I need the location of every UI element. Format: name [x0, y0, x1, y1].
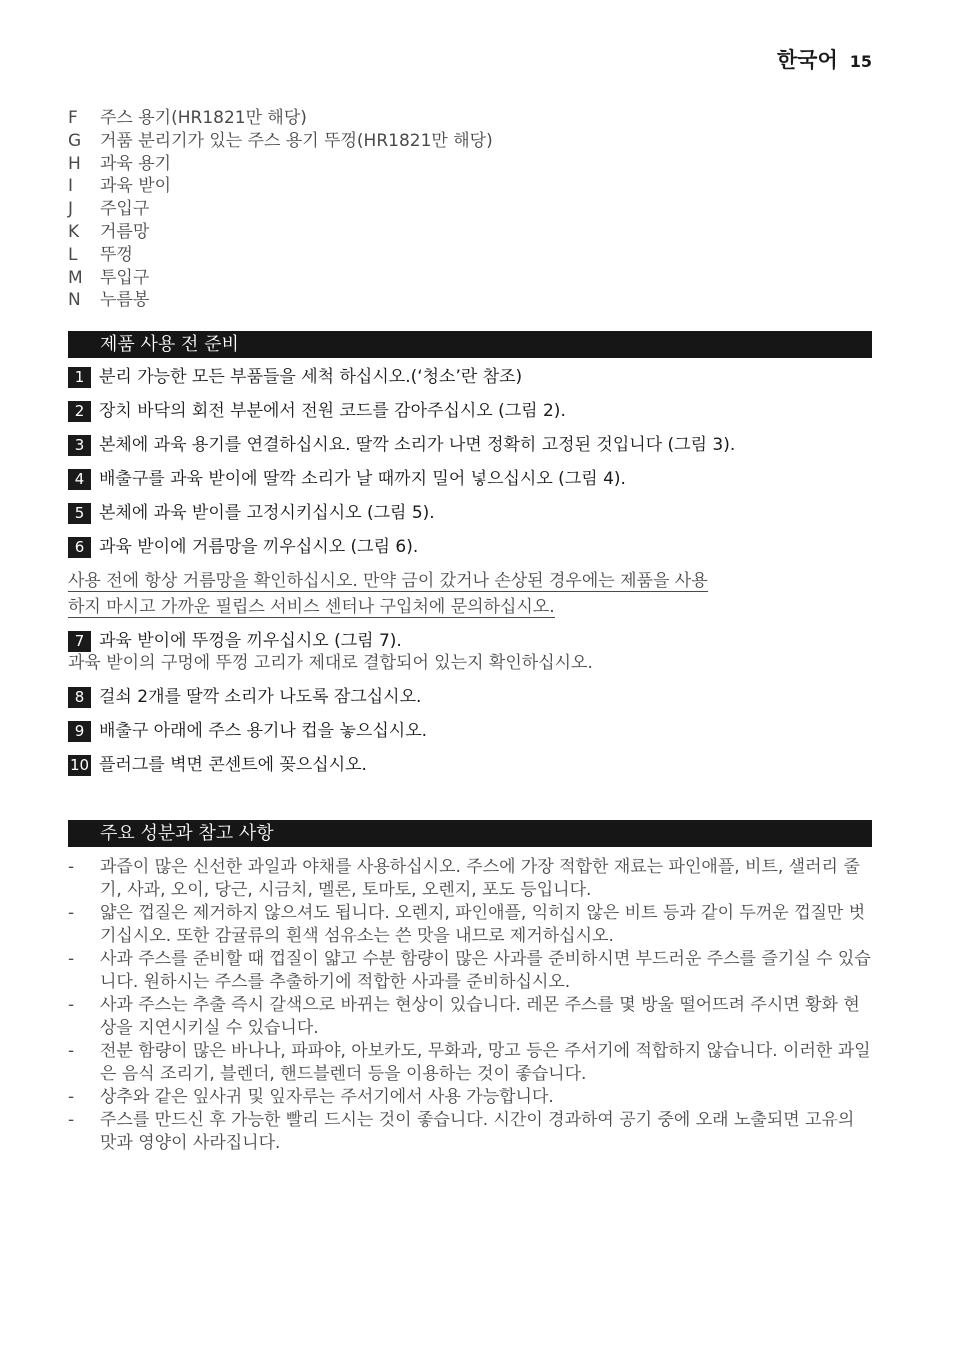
- step-item: [68, 536, 872, 558]
- step-text: 걸쇠 2개를 딸깍 소리가 나도록 잠그십시오.: [99, 687, 422, 707]
- step-number: 4: [68, 469, 91, 490]
- step-item: [68, 754, 872, 776]
- step-text: 본체에 과육 받이를 고정시키십시오 (그림 5).: [99, 503, 435, 523]
- page-header: [777, 44, 872, 74]
- list-item: [68, 130, 868, 153]
- list-item: [68, 1109, 872, 1155]
- bullet-dash: -: [68, 1110, 75, 1130]
- section-heading-preparation: 제품 사용 전 준비: [68, 331, 872, 358]
- parts-list: [68, 107, 868, 312]
- tip-text: 상추와 같은 잎사귀 및 잎자루는 주서기에서 사용 가능합니다.: [100, 1087, 554, 1107]
- step-item: [68, 468, 872, 490]
- list-item: [68, 267, 868, 290]
- bullet-dash: -: [68, 995, 75, 1015]
- step-number: 9: [68, 721, 91, 742]
- tip-text: 과즙이 많은 신선한 과일과 야채를 사용하십시오. 주스에 가장 적합한 재료는 파인애플, 비트, 샐러리 줄기, 사과, 오이, 당근, 시금치, 멜론, 토마토, 오렌지, 포도 등입니다.: [100, 857, 860, 900]
- step-number: 1: [68, 367, 91, 388]
- step-item: [68, 720, 872, 742]
- list-item: [68, 244, 868, 267]
- step-number: 10: [69, 756, 90, 774]
- tips-list: [68, 856, 872, 1155]
- part-letter: J: [68, 199, 74, 220]
- list-item: [68, 289, 868, 312]
- part-label: 과육 용기: [100, 153, 172, 174]
- step-number: 8: [68, 687, 91, 708]
- step-item: [68, 366, 872, 388]
- section-heading-ingredients: 주요 성분과 참고 사항: [68, 820, 872, 847]
- page-number: 15: [849, 52, 872, 71]
- step-item: [68, 502, 872, 524]
- preparation-steps: [68, 366, 872, 788]
- bullet-dash: -: [68, 1041, 75, 1061]
- list-item: [68, 107, 868, 130]
- step-number: 6: [68, 537, 91, 558]
- bullet-dash: -: [68, 857, 75, 877]
- step-number: 5: [68, 503, 91, 524]
- step-item: [68, 434, 872, 456]
- warning-line: 사용 전에 항상 거름망을 확인하십시오. 만약 금이 갔거나 손상된 경우에는 제품을 사용: [68, 571, 708, 591]
- tip-text: 전분 함량이 많은 바나나, 파파야, 아보카도, 무화과, 망고 등은 주서기에 적합하지 않습니다. 이러한 과일은 음식 조리기, 블렌더, 핸드블렌더 등을 이용하는 것이 좋습니다.: [100, 1041, 871, 1084]
- list-item: [68, 856, 872, 902]
- list-item: [68, 948, 872, 994]
- bullet-dash: -: [68, 903, 75, 923]
- part-letter: L: [68, 244, 78, 265]
- step-number: 7: [68, 631, 91, 652]
- list-item: [68, 198, 868, 221]
- step-text: 플러그를 벽면 콘센트에 꽂으십시오.: [99, 755, 367, 775]
- part-label: 주스 용기(HR1821만 해당): [100, 108, 307, 128]
- bullet-dash: -: [68, 1087, 75, 1107]
- step-text: 분리 가능한 모든 부품들을 세척 하십시오.(‘청소’란 참조): [99, 367, 523, 387]
- list-item: [68, 902, 872, 948]
- step-number: 3: [68, 435, 91, 456]
- part-label: 거름망: [100, 221, 150, 242]
- part-label: 누름봉: [100, 290, 150, 311]
- step-item: [68, 630, 872, 652]
- part-label: 투입구: [100, 267, 150, 288]
- step-text: 본체에 과육 용기를 연결하십시요. 딸깍 소리가 나면 정확히 고정된 것입니다 (그림 3).: [99, 435, 736, 455]
- step-text: 배출구를 과육 받이에 딸깍 소리가 날 때까지 밀어 넣으십시오 (그림 4).: [99, 469, 626, 489]
- list-item: [68, 221, 868, 244]
- part-label: 주입구: [100, 199, 150, 220]
- step-note: 과육 받이의 구멍에 뚜껑 고리가 제대로 결합되어 있는지 확인하십시오.: [68, 653, 593, 673]
- tip-text: 사과 주스를 준비할 때 껍질이 얇고 수분 함량이 많은 사과를 준비하시면 부드러운 주스를 즐기실 수 있습니다. 원하시는 주스를 추출하기에 적합한 사과를 준비하십시오.: [100, 949, 871, 992]
- part-letter: F: [68, 108, 78, 128]
- bullet-dash: -: [68, 949, 75, 969]
- part-letter: M: [68, 267, 83, 288]
- step-item: [68, 400, 872, 422]
- list-item: [68, 1086, 872, 1109]
- tip-text: 얇은 껍질은 제거하지 않으셔도 됩니다. 오렌지, 파인애플, 익히지 않은 비트 등과 같이 두꺼운 껍질만 벗기십시오. 또한 감귤류의 흰색 섬유소는 쓴 맛을 내므로 제거하십시오.: [100, 903, 866, 946]
- step-text: 과육 받이에 뚜껑을 끼우십시오 (그림 7).: [99, 631, 402, 651]
- tip-text: 사과 주스는 추출 즉시 갈색으로 바뀌는 현상이 있습니다. 레몬 주스를 몇 방울 떨어뜨려 주시면 황화 현상을 지연시키실 수 있습니다.: [100, 995, 860, 1038]
- list-item: [68, 153, 868, 176]
- step-number: 2: [68, 401, 91, 422]
- part-label: 뚜껑: [100, 244, 133, 265]
- warning-line: 하지 마시고 가까운 필립스 서비스 센터나 구입처에 문의하십시오.: [68, 597, 555, 617]
- language-label: 한국어: [776, 48, 838, 72]
- list-item: [68, 994, 872, 1040]
- step-text: 과육 받이에 거름망을 끼우십시오 (그림 6).: [99, 537, 419, 557]
- warning-text: [68, 568, 872, 620]
- step-text: 배출구 아래에 주스 용기나 컵을 놓으십시오.: [99, 721, 428, 741]
- part-label: 거품 분리기가 있는 주스 용기 뚜껑(HR1821만 해당): [100, 130, 493, 151]
- part-letter: H: [68, 153, 81, 174]
- part-letter: I: [68, 176, 74, 197]
- part-letter: N: [68, 290, 81, 311]
- step-text: 장치 바닥의 회전 부분에서 전원 코드를 감아주십시오 (그림 2).: [99, 401, 566, 421]
- step-item: [68, 686, 872, 708]
- part-letter: G: [68, 130, 82, 151]
- part-label: 과육 받이: [100, 176, 172, 197]
- tip-text: 주스를 만드신 후 가능한 빨리 드시는 것이 좋습니다. 시간이 경과하여 공기 중에 오래 노출되면 고유의 맛과 영양이 사라집니다.: [100, 1110, 855, 1153]
- list-item: [68, 175, 868, 198]
- list-item: [68, 1040, 872, 1086]
- part-letter: K: [68, 221, 80, 242]
